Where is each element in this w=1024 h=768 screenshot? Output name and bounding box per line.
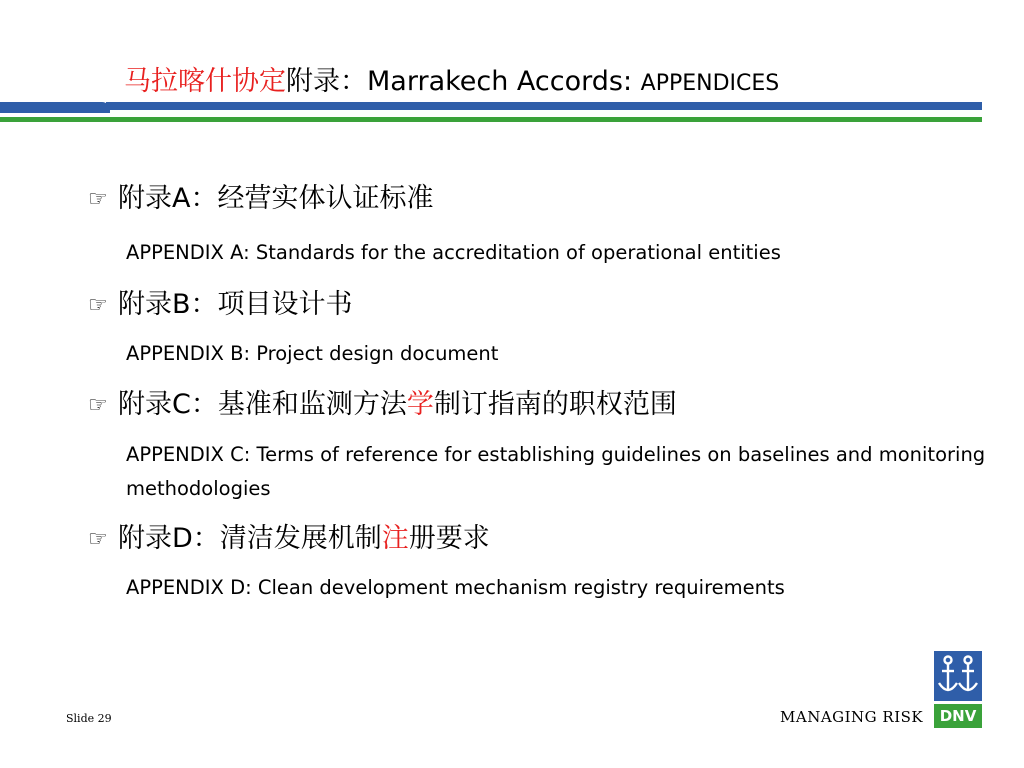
title-cn-part: 附录： bbox=[286, 66, 367, 97]
title-red-part: 马拉喀什协定 bbox=[124, 66, 286, 97]
slide-title bbox=[124, 64, 779, 102]
bullet-cn-text: ：清洁发展机制 bbox=[192, 523, 382, 554]
pointing-hand-icon: ☞ bbox=[88, 292, 108, 318]
bullet-appendix-a bbox=[88, 182, 433, 217]
bullet-cn-text: ：经营实体认证标准 bbox=[190, 183, 434, 214]
bullet-appendix-c bbox=[88, 388, 677, 423]
bullet-letter: C bbox=[172, 389, 191, 420]
bullet-red-word: 注 bbox=[381, 523, 409, 554]
bullet-cn-prefix: 附录 bbox=[118, 183, 172, 214]
bullet-cn-prefix: 附录 bbox=[118, 523, 172, 554]
bullet-appendix-d bbox=[88, 522, 490, 557]
bullet-cn-text-2: 制订指南的职权范围 bbox=[433, 389, 677, 420]
header-bar-blue bbox=[106, 102, 982, 110]
appendix-d-english: APPENDIX D: Clean development mechanism registry requirements bbox=[126, 576, 785, 599]
bullet-letter: A bbox=[172, 183, 191, 214]
appendix-a-english: APPENDIX A: Standards for the accreditation of operational entities bbox=[126, 241, 781, 264]
dnv-logo-text: DNV bbox=[934, 704, 982, 728]
appendix-c-english: APPENDIX C: Terms of reference for establishing guidelines on baselines and monitoring methodologies bbox=[126, 443, 986, 500]
title-en-small: APPENDICES bbox=[640, 71, 780, 96]
header-bar-left bbox=[0, 102, 110, 113]
bullet-cn-text: ：项目设计书 bbox=[190, 289, 353, 320]
bullet-cn-prefix: 附录 bbox=[118, 389, 172, 420]
bullet-cn-text: ：基准和监测方法 bbox=[190, 389, 407, 420]
bullet-appendix-b bbox=[88, 288, 353, 323]
bullet-letter: D bbox=[172, 523, 193, 554]
pointing-hand-icon: ☞ bbox=[88, 186, 108, 212]
bullet-cn-prefix: 附录 bbox=[118, 289, 172, 320]
managing-risk-tagline: MANAGING RISK bbox=[780, 708, 924, 726]
bullet-red-word: 学 bbox=[406, 389, 434, 420]
pointing-hand-icon: ☞ bbox=[88, 526, 108, 552]
bullet-letter: B bbox=[172, 289, 191, 320]
slide-number: Slide 29 bbox=[66, 712, 112, 725]
bullet-cn-text-2: 册要求 bbox=[408, 523, 490, 554]
dnv-anchor-logo-icon bbox=[934, 651, 982, 701]
header-bar-green bbox=[0, 117, 982, 122]
title-en-part: Marrakech Accords: bbox=[367, 66, 633, 97]
appendix-b-english: APPENDIX B: Project design document bbox=[126, 342, 499, 365]
pointing-hand-icon: ☞ bbox=[88, 392, 108, 418]
